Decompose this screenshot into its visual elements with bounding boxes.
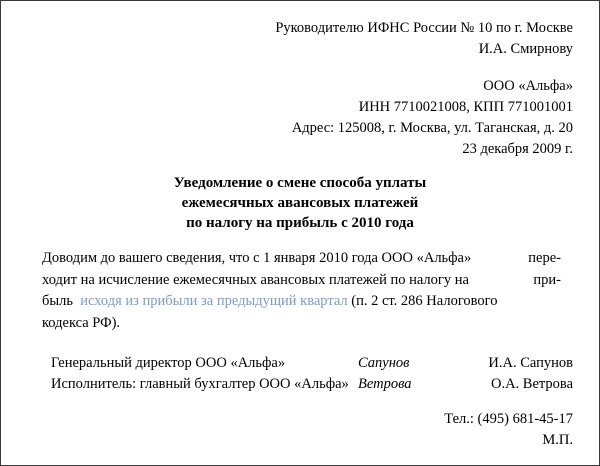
stamp-marker: М.П.	[542, 432, 573, 448]
body-line-2-right: при-	[533, 271, 561, 288]
signature-scribble: Ветрова	[358, 376, 412, 392]
body-line-3-suffix: (п. 2 ст. 286 Налогового	[351, 293, 498, 309]
signer-role: Исполнитель: главный бухгалтер ООО «Альфа»	[51, 376, 349, 392]
body-line-3	[42, 291, 561, 313]
addressee-block	[153, 18, 573, 60]
document-inner	[1, 1, 599, 465]
signer-role: Генеральный директор ООО «Альфа»	[51, 355, 286, 371]
addressee-line-1: Руководителю ИФНС России № 10 по г. Москве	[275, 20, 573, 36]
body-line-3-prefix: быль	[42, 293, 73, 309]
body-line-1	[42, 248, 561, 270]
sender-company: ООО «Альфа»	[483, 78, 573, 94]
footer-block	[273, 409, 573, 451]
sender-address: Адрес: 125008, г. Москва, ул. Таганская, д. 20	[291, 120, 573, 136]
body-line-2	[42, 270, 561, 292]
title-line-2: ежемесячных авансовых платежей	[181, 195, 419, 211]
title-line-1: Уведомление о смене способа уплаты	[173, 175, 427, 191]
title-line-3: по налогу на прибыль с 2010 года	[186, 215, 414, 231]
page-title	[1, 173, 599, 233]
signature-row	[51, 353, 573, 374]
sender-tax-ids: ИНН 7710021008, КПП 771001001	[358, 99, 573, 115]
signer-name: И.А. Сапунов	[488, 355, 573, 371]
body-line-1-left: Доводим до вашего сведения, что с 1 января 2010 года ООО «Альфа»	[42, 250, 472, 266]
highlighted-clause: исходя из прибыли за предыдущий квартал	[80, 293, 348, 309]
body-line-4: кодекса РФ).	[42, 314, 121, 331]
body-line-2-left: ходит на исчисление ежемесячных авансовых платежей по налогу на	[42, 271, 469, 288]
document-date: 23 декабря 2009 г.	[462, 141, 573, 157]
addressee-line-2: И.А. Смирнову	[478, 41, 573, 57]
body-line-1-right: пере-	[528, 250, 561, 266]
signer-name: О.А. Ветрова	[490, 376, 573, 392]
body-paragraph	[42, 248, 561, 334]
contact-phone: Тел.: (495) 681-45-17	[444, 411, 573, 427]
sender-block	[113, 76, 573, 160]
signature-scribble: Сапунов	[358, 355, 410, 371]
signature-block	[51, 353, 573, 395]
signature-row	[51, 374, 573, 395]
